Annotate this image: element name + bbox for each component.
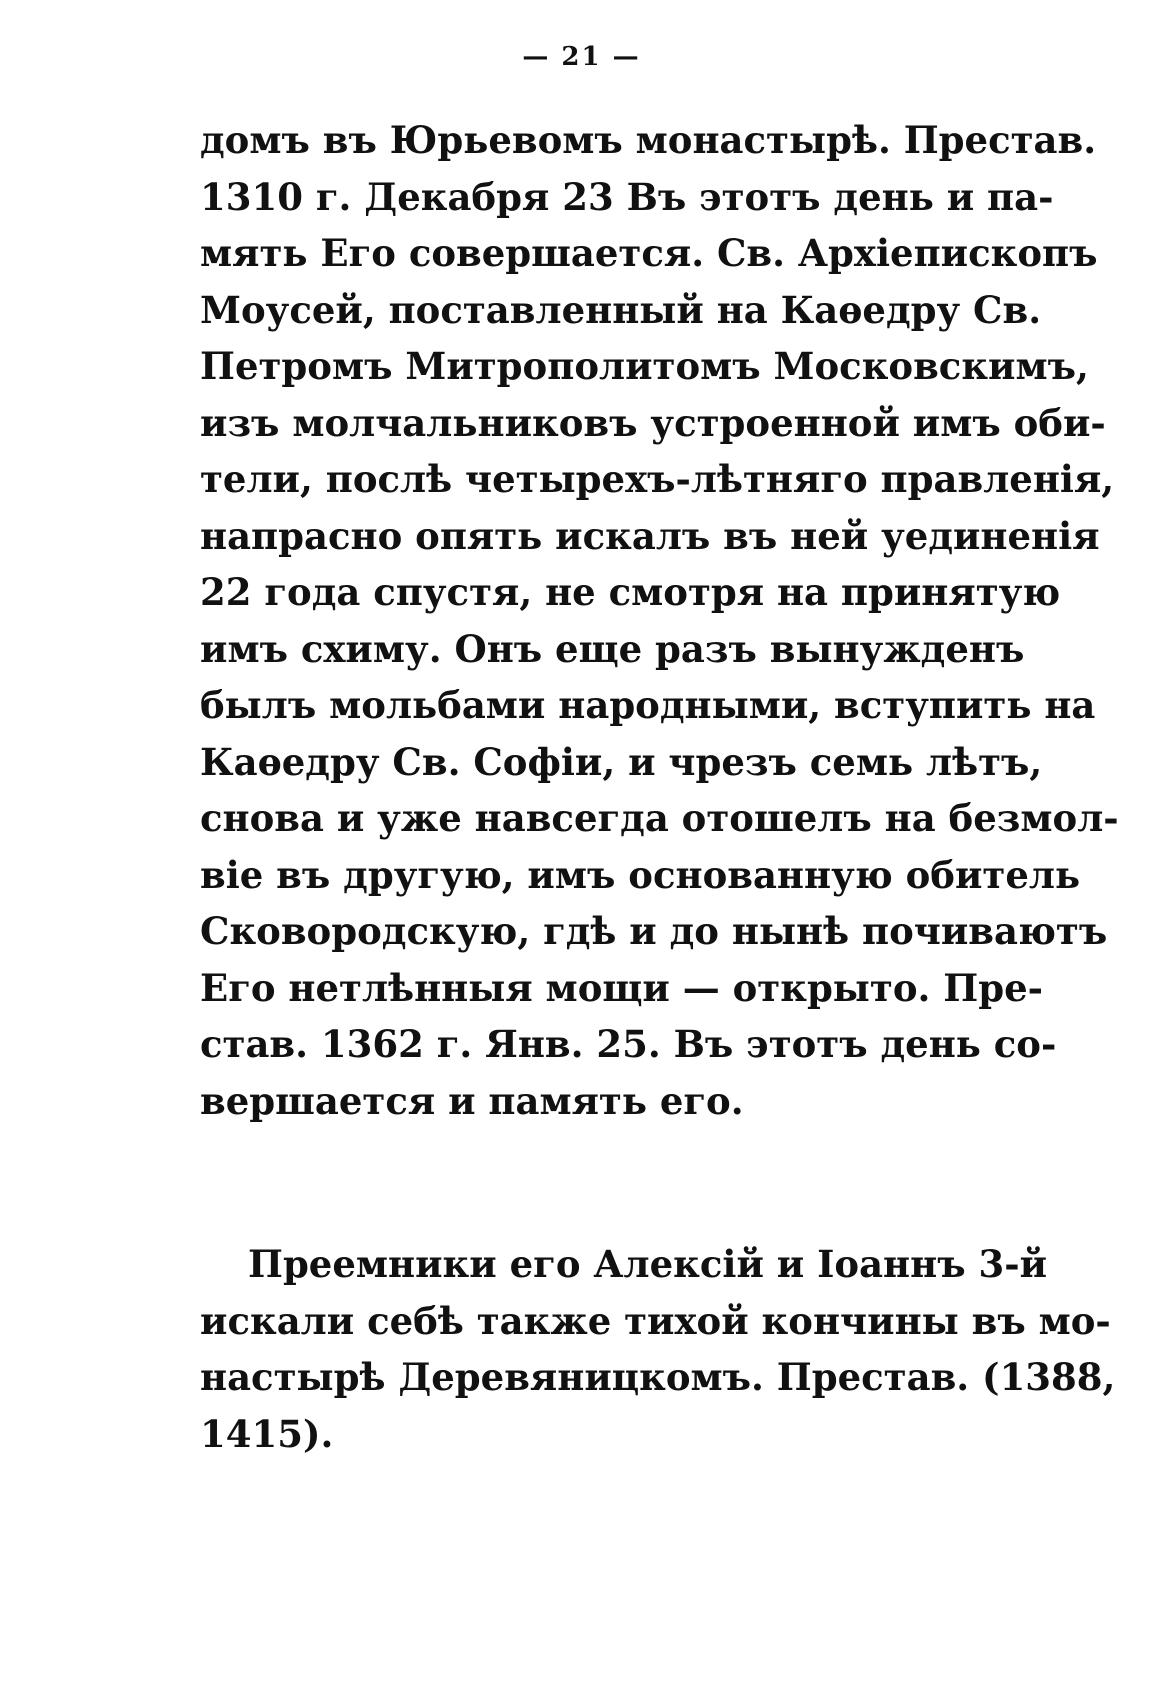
text-line: Его нетлѣнныя мощи — открыто. Пре- — [200, 965, 1043, 1010]
text-line: снова и уже навсегда отошелъ на безмол- — [200, 796, 1119, 840]
text-line: Каѳедру Св. Софіи, и чрезъ семь лѣтъ, — [200, 739, 1043, 784]
paragraph-1 — [200, 112, 1119, 1129]
text-line: напрасно опять искалъ въ ней уединенія — [200, 513, 1100, 558]
text-line: тели, послѣ четырехъ-лѣтняго правленія, — [200, 457, 1115, 501]
text-line: 1415). — [200, 1411, 334, 1456]
text-line: вершается и память его. — [200, 1078, 744, 1123]
text-line: Петромъ Митрополитомъ Московскимъ, — [200, 344, 1089, 388]
text-line: став. 1362 г. Янв. 25. Въ этотъ день со- — [200, 1022, 1057, 1066]
text-line: 22 года спустя, не смотря на принятую — [200, 570, 1061, 614]
paragraph-2 — [200, 1236, 1116, 1462]
text-line: изъ молчальниковъ устроенной имъ оби- — [200, 400, 1106, 445]
text-line: былъ мольбами народными, вступить на — [200, 683, 1096, 727]
text-line: 1310 г. Декабря 23 Въ этотъ день и па- — [200, 174, 1054, 219]
text-line: искали себѣ также тихой кончины въ мо- — [200, 1298, 1111, 1343]
text-line: настырѣ Деревяницкомъ. Престав. (1388, — [200, 1355, 1116, 1399]
text-line: домъ въ Юрьевомъ монастырѣ. Престав. — [200, 118, 1097, 162]
text-line: мять Его совершается. Св. Архіепископъ — [200, 231, 1098, 275]
text-line: Преемники его Алексій и Іоаннъ 3-й — [248, 1242, 1048, 1286]
text-line: Сковородскую, гдѣ и до нынѣ почиваютъ — [200, 909, 1108, 953]
text-line: Моусей, поставленный на Каѳедру Св. — [200, 287, 1042, 332]
text-line: віе въ другую, имъ основанную обитель — [200, 852, 1081, 897]
page-number: — 21 — — [522, 42, 641, 72]
text-line: имъ схиму. Онъ еще разъ вынужденъ — [200, 626, 1025, 671]
